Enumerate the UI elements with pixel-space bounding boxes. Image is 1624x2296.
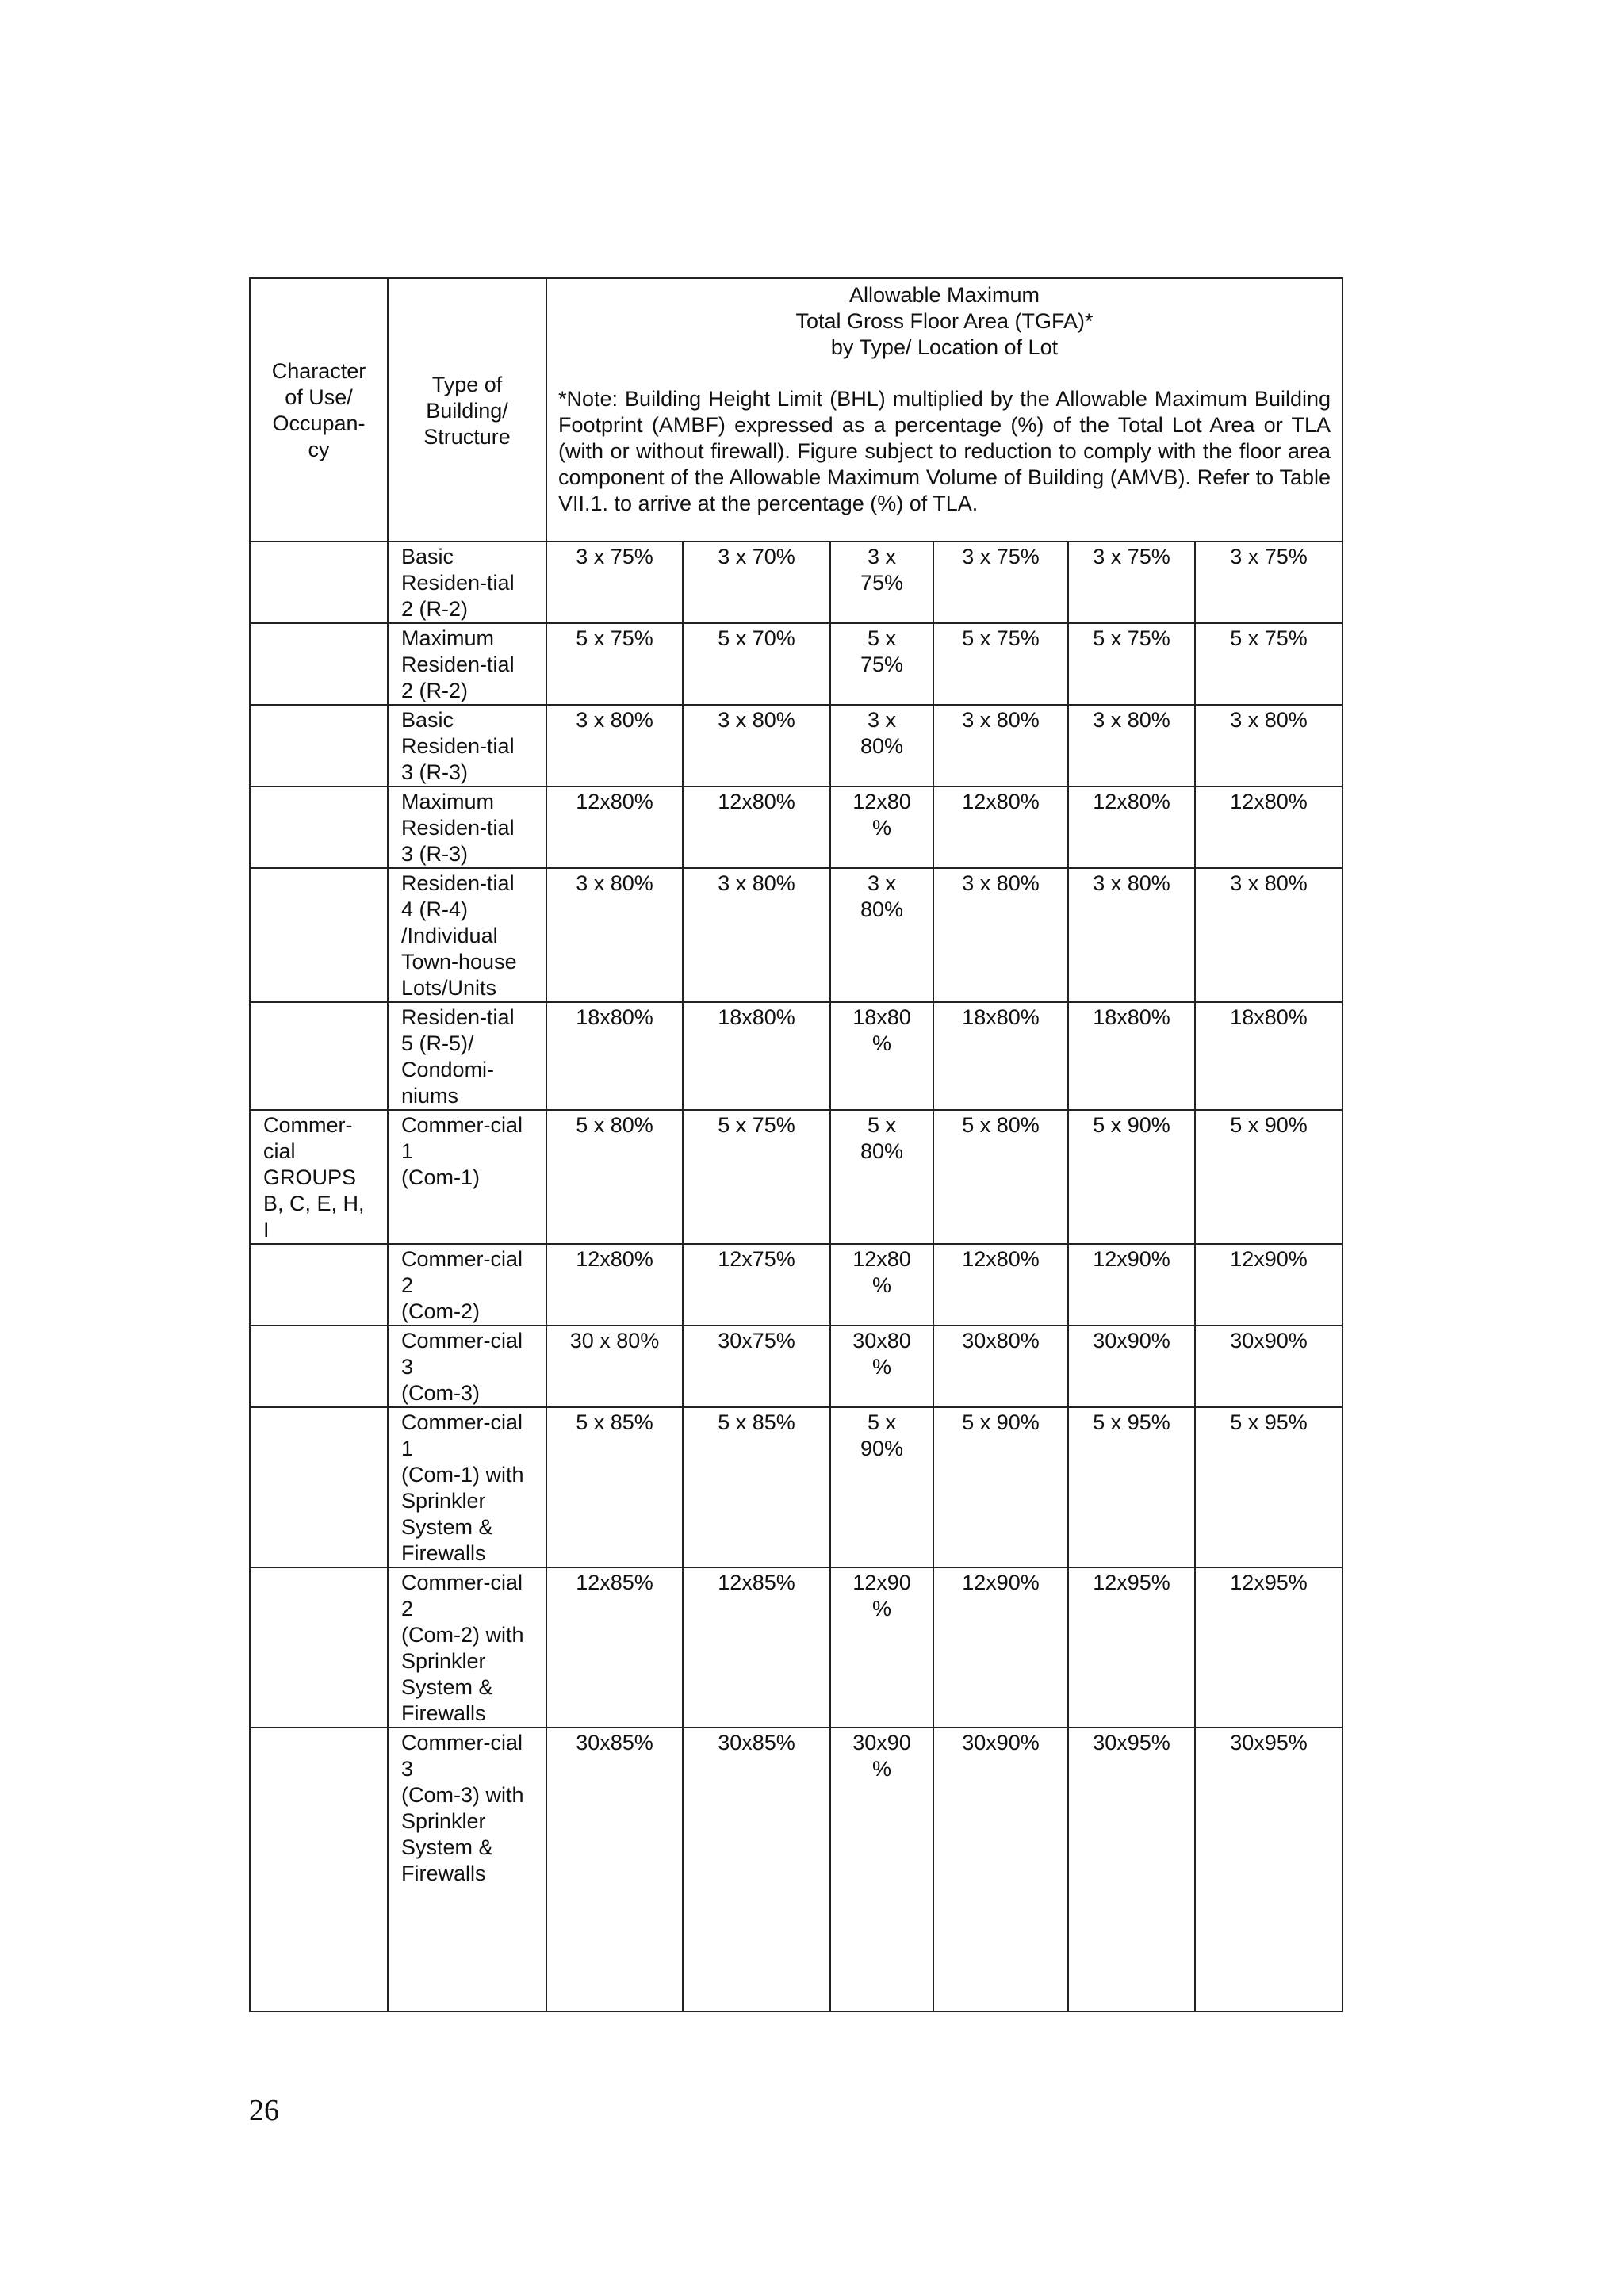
table-row	[250, 1567, 1342, 1728]
character-of-use-cell	[250, 623, 388, 705]
building-type-cell: Basic Residen-tial 3 (R-3)	[388, 705, 546, 786]
tgfa-value-cell: 3 x 75%	[830, 541, 933, 623]
character-of-use-cell	[250, 1567, 388, 1728]
table-row	[250, 786, 1342, 868]
character-of-use-cell	[250, 786, 388, 868]
building-type-cell: Commer-cial 2 (Com-2) with Sprinkler System & Firewalls	[388, 1567, 546, 1728]
character-of-use-cell	[250, 1407, 388, 1567]
table-row	[250, 1326, 1342, 1407]
tgfa-value-cell: 5 x 80%	[546, 1110, 683, 1244]
character-of-use-cell	[250, 541, 388, 623]
tgfa-value-cell: 12x80%	[1068, 786, 1195, 868]
tgfa-value-cell: 12x80%	[546, 1244, 683, 1326]
building-type-cell: Residen-tial 4 (R-4) /Individual Town-house Lots/Units	[388, 868, 546, 1002]
tgfa-value-cell: 30x80 %	[830, 1326, 933, 1407]
tgfa-value-cell: 3 x 80%	[1068, 868, 1195, 1002]
table-row	[250, 1110, 1342, 1244]
tgfa-value-cell: 30x85%	[546, 1728, 683, 2011]
tgfa-value-cell: 3 x 75%	[1068, 541, 1195, 623]
tgfa-value-cell: 12x80%	[933, 786, 1068, 868]
tgfa-value-cell: 3 x 80%	[546, 868, 683, 1002]
tgfa-value-cell: 3 x 75%	[546, 541, 683, 623]
tgfa-value-cell: 12x85%	[546, 1567, 683, 1728]
tgfa-value-cell: 5 x 90%	[933, 1407, 1068, 1567]
tgfa-value-cell: 12x90%	[1068, 1244, 1195, 1326]
character-of-use-cell	[250, 705, 388, 786]
building-type-cell: Maximum Residen-tial 3 (R-3)	[388, 786, 546, 868]
page-number: 26	[249, 2094, 279, 2127]
tgfa-value-cell: 18x80%	[1195, 1002, 1342, 1110]
tgfa-value-cell: 18x80%	[933, 1002, 1068, 1110]
tgfa-value-cell: 5 x 75%	[1195, 623, 1342, 705]
tgfa-value-cell: 3 x 80%	[1195, 705, 1342, 786]
table-row	[250, 541, 1342, 623]
character-of-use-cell	[250, 1326, 388, 1407]
table-row	[250, 1407, 1342, 1567]
tgfa-value-cell: 12x80%	[546, 786, 683, 868]
tgfa-value-cell: 30 x 80%	[546, 1326, 683, 1407]
tgfa-value-cell: 5 x 75%	[830, 623, 933, 705]
tgfa-value-cell: 5 x 90%	[830, 1407, 933, 1567]
tgfa-value-cell: 3 x 80%	[933, 705, 1068, 786]
tgfa-value-cell: 3 x 80%	[933, 868, 1068, 1002]
tgfa-value-cell: 18x80%	[1068, 1002, 1195, 1110]
tgfa-value-cell: 30x95%	[1195, 1728, 1342, 2011]
tgfa-value-cell: 5 x 95%	[1068, 1407, 1195, 1567]
tgfa-value-cell: 5 x 70%	[683, 623, 830, 705]
tgfa-title: Allowable Maximum Total Gross Floor Area (TGFA)* by Type/ Location of Lot	[795, 283, 1094, 359]
tgfa-value-cell: 3 x 80%	[830, 705, 933, 786]
character-of-use-cell: Commer- cial GROUPS B, C, E, H, I	[250, 1110, 388, 1244]
table-row	[250, 1002, 1342, 1110]
tgfa-value-cell: 30x90%	[1068, 1326, 1195, 1407]
tgfa-value-cell: 5 x 75%	[1068, 623, 1195, 705]
table-row	[250, 1244, 1342, 1326]
tgfa-value-cell: 12x85%	[683, 1567, 830, 1728]
tgfa-table	[249, 277, 1343, 2012]
tgfa-value-cell: 30x90 %	[830, 1728, 933, 2011]
building-type-cell: Commer-cial 2 (Com-2)	[388, 1244, 546, 1326]
tgfa-value-cell: 5 x 85%	[683, 1407, 830, 1567]
tgfa-value-cell: 12x80%	[1195, 786, 1342, 868]
building-type-cell: Residen-tial 5 (R-5)/ Condomi- niums	[388, 1002, 546, 1110]
header-type-of-building: Type of Building/ Structure	[388, 278, 546, 541]
table-row	[250, 1728, 1342, 2011]
tgfa-value-cell: 18x80%	[546, 1002, 683, 1110]
tgfa-value-cell: 5 x 75%	[933, 623, 1068, 705]
tgfa-value-cell: 12x80 %	[830, 786, 933, 868]
tgfa-value-cell: 30x85%	[683, 1728, 830, 2011]
tgfa-value-cell: 12x80 %	[830, 1244, 933, 1326]
tgfa-value-cell: 3 x 80%	[1068, 705, 1195, 786]
tgfa-value-cell: 5 x 85%	[546, 1407, 683, 1567]
tgfa-value-cell: 12x80%	[683, 786, 830, 868]
table-row	[250, 868, 1342, 1002]
tgfa-value-cell: 12x75%	[683, 1244, 830, 1326]
tgfa-value-cell: 3 x 80%	[683, 705, 830, 786]
tgfa-note: *Note: Building Height Limit (BHL) multiplied by the Allowable Maximum Building Footprint (AMBF) expressed as a percentage (%) of the Total Lot Area or TLA (with or without firewall). Figure subject to reduction to comply with the floor area component of the Allowable Maximum Volume of Building (AMVB). Refer to Table VII.1. to arrive at the percentage (%) of TLA.	[558, 387, 1331, 515]
tgfa-value-cell: 3 x 80%	[830, 868, 933, 1002]
tgfa-value-cell: 30x95%	[1068, 1728, 1195, 2011]
tgfa-value-cell: 5 x 95%	[1195, 1407, 1342, 1567]
tgfa-value-cell: 3 x 80%	[683, 868, 830, 1002]
building-type-cell: Maximum Residen-tial 2 (R-2)	[388, 623, 546, 705]
table-row	[250, 623, 1342, 705]
character-of-use-cell	[250, 868, 388, 1002]
character-of-use-cell	[250, 1728, 388, 2011]
tgfa-value-cell: 5 x 90%	[1068, 1110, 1195, 1244]
table-row	[250, 705, 1342, 786]
tgfa-value-cell: 30x90%	[1195, 1326, 1342, 1407]
character-of-use-cell	[250, 1244, 388, 1326]
tgfa-value-cell: 5 x 80%	[830, 1110, 933, 1244]
tgfa-value-cell: 30x75%	[683, 1326, 830, 1407]
tgfa-value-cell: 30x90%	[933, 1728, 1068, 2011]
tgfa-value-cell: 3 x 75%	[933, 541, 1068, 623]
tgfa-value-cell: 3 x 70%	[683, 541, 830, 623]
tgfa-value-cell: 5 x 75%	[683, 1110, 830, 1244]
tgfa-value-cell: 12x80%	[933, 1244, 1068, 1326]
tgfa-value-cell: 12x95%	[1195, 1567, 1342, 1728]
tgfa-value-cell: 3 x 75%	[1195, 541, 1342, 623]
header-tgfa	[546, 278, 1342, 541]
character-of-use-cell	[250, 1002, 388, 1110]
tgfa-value-cell: 18x80%	[683, 1002, 830, 1110]
tgfa-value-cell: 30x80%	[933, 1326, 1068, 1407]
tgfa-value-cell: 5 x 90%	[1195, 1110, 1342, 1244]
building-type-cell: Commer-cial 3 (Com-3)	[388, 1326, 546, 1407]
tgfa-value-cell: 5 x 80%	[933, 1110, 1068, 1244]
tgfa-value-cell: 12x90%	[933, 1567, 1068, 1728]
header-character-of-use: Character of Use/ Occupan- cy	[250, 278, 388, 541]
tgfa-value-cell: 12x90%	[1195, 1244, 1342, 1326]
building-type-cell: Commer-cial 3 (Com-3) with Sprinkler System & Firewalls	[388, 1728, 546, 2011]
building-type-cell: Commer-cial 1 (Com-1) with Sprinkler System & Firewalls	[388, 1407, 546, 1567]
tgfa-value-cell: 3 x 80%	[1195, 868, 1342, 1002]
tgfa-value-cell: 18x80 %	[830, 1002, 933, 1110]
building-type-cell: Commer-cial 1 (Com-1)	[388, 1110, 546, 1244]
building-type-cell: Basic Residen-tial 2 (R-2)	[388, 541, 546, 623]
tgfa-value-cell: 12x90 %	[830, 1567, 933, 1728]
tgfa-value-cell: 12x95%	[1068, 1567, 1195, 1728]
table-header-row	[250, 278, 1342, 541]
tgfa-value-cell: 5 x 75%	[546, 623, 683, 705]
tgfa-value-cell: 3 x 80%	[546, 705, 683, 786]
